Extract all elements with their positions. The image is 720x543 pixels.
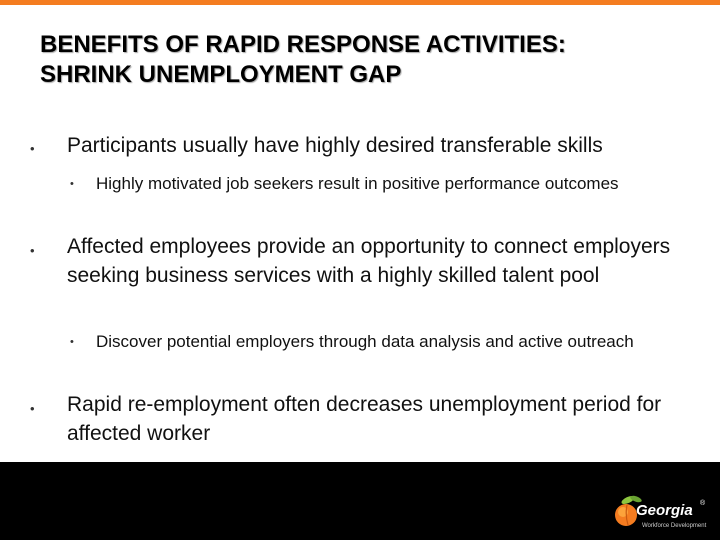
logo-registered-mark: ® bbox=[700, 500, 706, 507]
sub-bullet-dot-icon: • bbox=[70, 336, 74, 348]
sub-bullet-dot-icon: • bbox=[70, 178, 74, 190]
logo-wordmark: Georgia bbox=[636, 502, 693, 519]
logo-tagline: Workforce Development bbox=[642, 523, 707, 529]
bullet-text: Affected employees provide an opportunity to connect employers seeking business services with a highly skilled talent pool bbox=[67, 235, 671, 287]
bullet-text: Rapid re-employment often decreases unemployment period for affected worker bbox=[67, 393, 662, 445]
bullet-dot-icon: • bbox=[30, 141, 35, 156]
sub-bullet-text: Highly motivated job seekers result in positive performance outcomes bbox=[96, 174, 619, 193]
slide-title bbox=[40, 30, 690, 90]
bullet-text: Participants usually have highly desired transferable skills bbox=[67, 134, 603, 157]
bullet-dot-icon: • bbox=[30, 243, 35, 258]
top-accent-bar bbox=[0, 0, 720, 5]
slide-title-line-1: BENEFITS OF RAPID RESPONSE ACTIVITIES: bbox=[40, 31, 566, 58]
georgia-workforce-logo bbox=[612, 488, 712, 538]
slide-title-line-2: SHRINK UNEMPLOYMENT GAP bbox=[40, 61, 402, 88]
bullet-dot-icon: • bbox=[30, 401, 35, 416]
sub-bullet-text: Discover potential employers through data analysis and active outreach bbox=[96, 332, 634, 351]
